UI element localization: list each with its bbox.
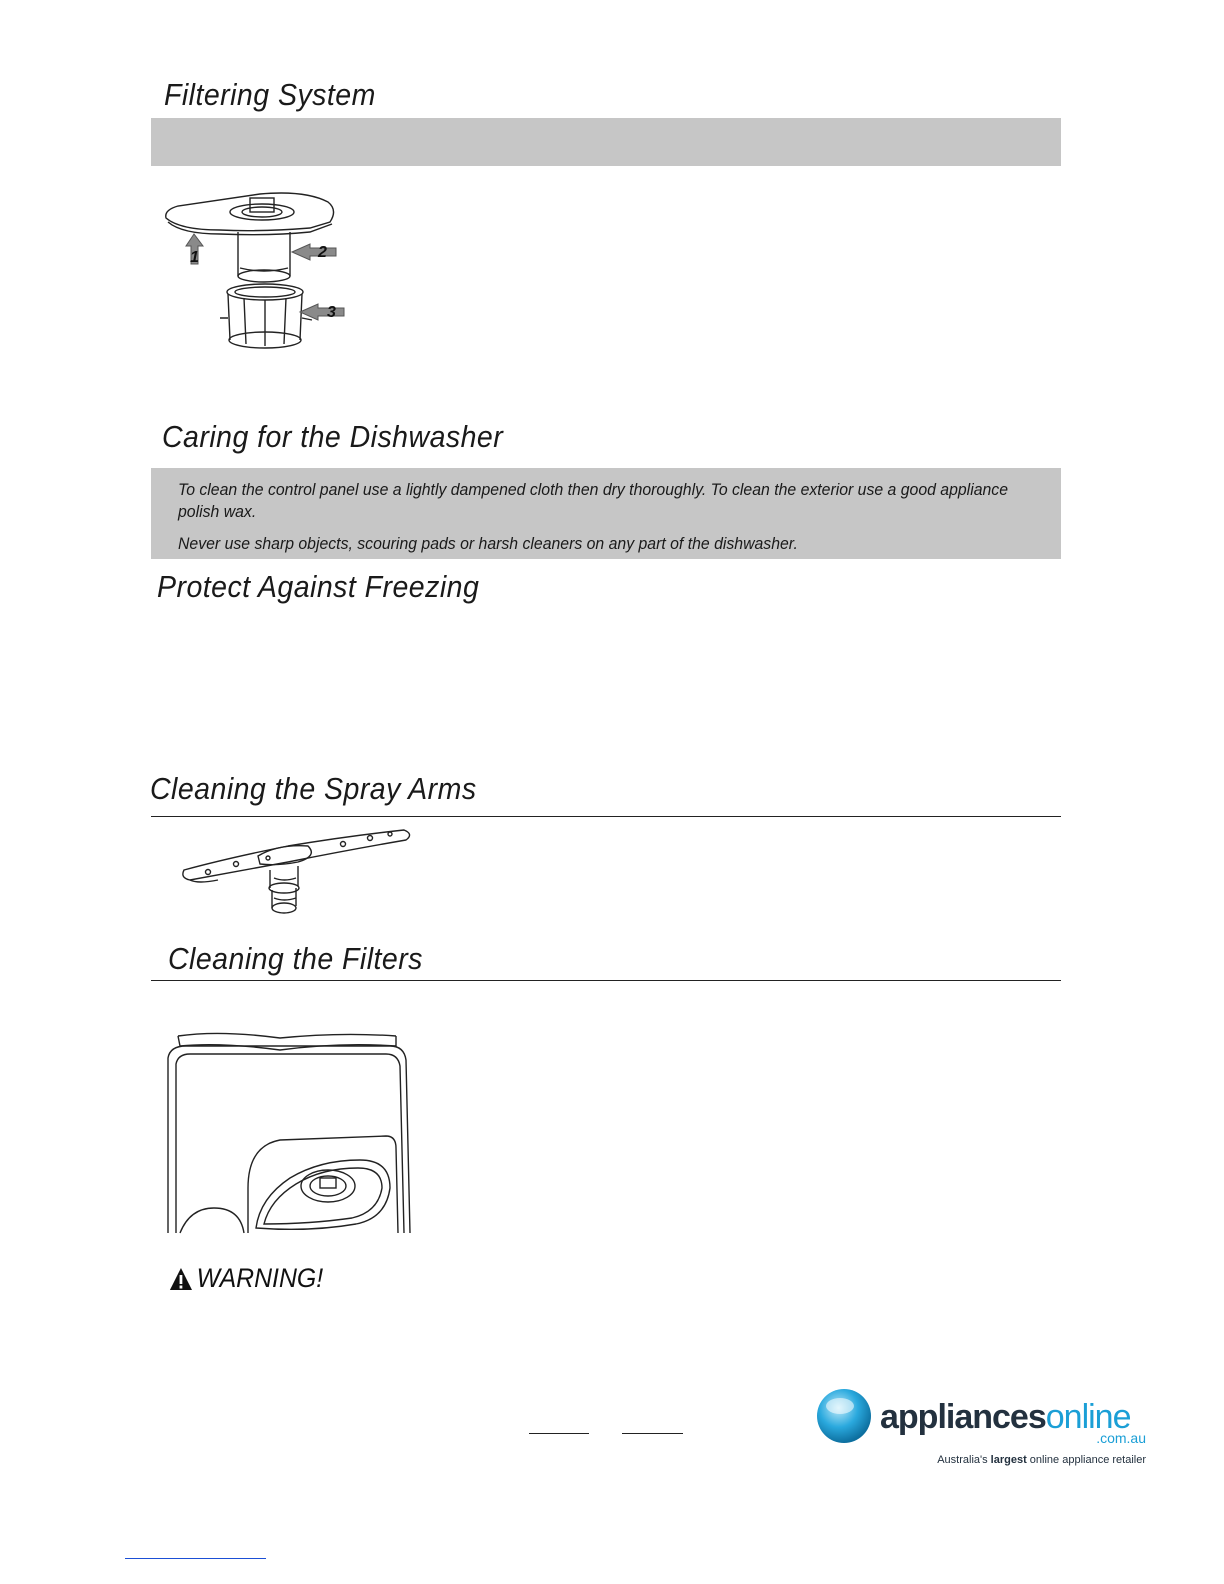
warning-triangle-icon — [169, 1267, 193, 1291]
caring-paragraph-1: To clean the control panel use a lightly dampened cloth then dry thoroughly. To clean the exterior use a good appliance polish wax. — [178, 480, 1008, 521]
caring-text — [178, 479, 1015, 555]
caring-paragraph-2: Never use sharp objects, scouring pads or harsh cleaners on any part of the dishwasher. — [178, 534, 798, 553]
filters-heading: Cleaning the Filters — [168, 941, 423, 976]
warning-text: WARNING! — [196, 1263, 324, 1293]
spray-arms-divider — [151, 816, 1061, 817]
logo-tagline: Australia's largest online appliance retailer — [937, 1454, 1146, 1466]
filter-label-2: 2 — [318, 244, 327, 261]
filters-divider — [151, 980, 1061, 981]
appliances-online-logo — [812, 1384, 1152, 1474]
filter-label-3: 3 — [327, 304, 336, 321]
logo-brand-light: online — [1045, 1398, 1131, 1436]
filtering-info-bar — [151, 118, 1061, 166]
filter-label-1: 1 — [190, 249, 199, 266]
freezing-heading: Protect Against Freezing — [157, 569, 480, 604]
filter-tub-illustration — [160, 1028, 415, 1238]
spray-arms-heading: Cleaning the Spray Arms — [150, 771, 477, 806]
footer-link-underline — [125, 1558, 266, 1559]
logo-domain: .com.au — [1096, 1430, 1146, 1446]
footer-line-left — [529, 1433, 589, 1434]
caring-heading: Caring for the Dishwasher — [162, 419, 504, 454]
filter-assembly-illustration — [160, 188, 360, 353]
footer-line-right — [622, 1433, 683, 1434]
warning-label — [169, 1263, 323, 1294]
spray-arm-illustration — [178, 826, 414, 920]
logo-sphere-icon — [814, 1386, 876, 1448]
filtering-system-heading: Filtering System — [164, 77, 376, 112]
logo-brand-bold: appliances — [880, 1398, 1046, 1436]
logo-wordmark — [880, 1398, 1131, 1437]
